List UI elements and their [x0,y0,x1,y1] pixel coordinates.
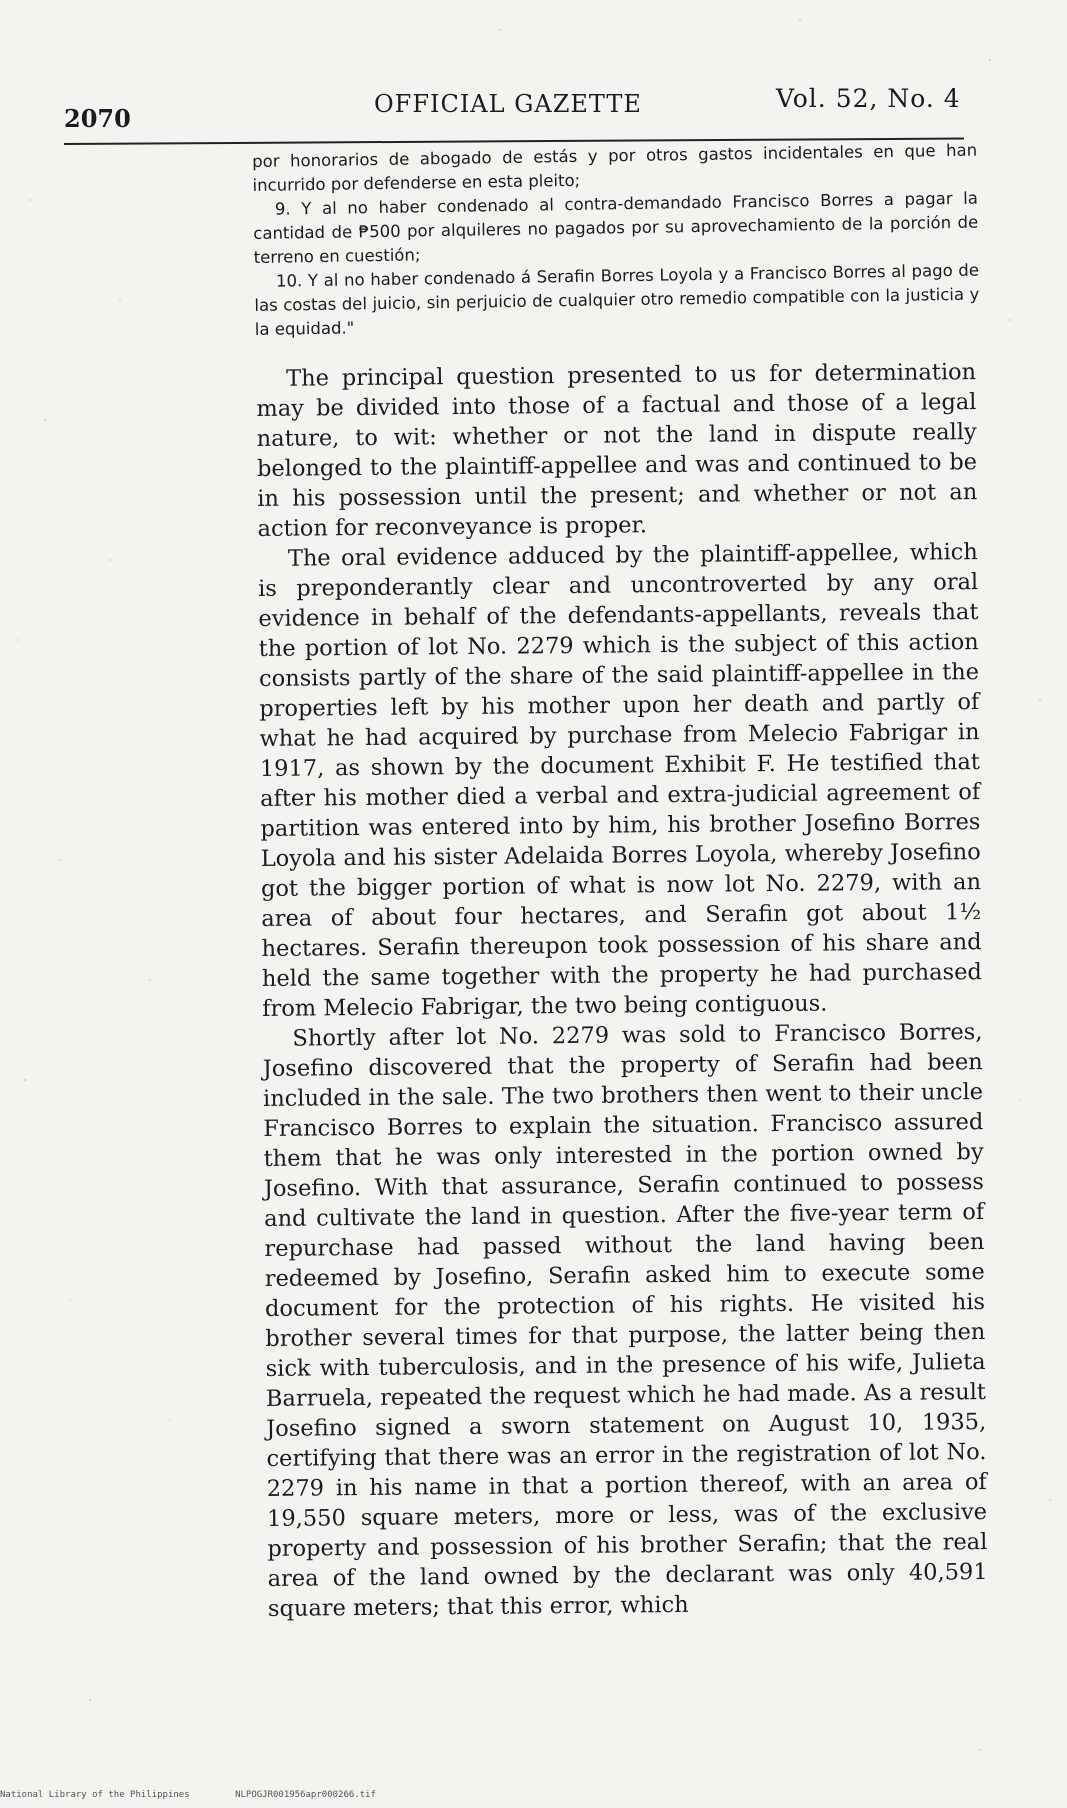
spanish-paragraph: 10. Y al no haber condenado á Serafin Borres Loyola y a Francisco Borres al pago de las costas del juicio, sin perjuicio de cualquier otro remedio compatible con la justicia y la equidad." [254,260,980,339]
body-paragraph: Shortly after lot No. 2279 was sold to Francisco Borres, Josefino discovered that the property of Serafin had been included in the sale. The two brothers then went to their uncle Francisco Borres to explain the situation. Francisco assured them that he was only interested in the portion owned by Josefino. With that assurance, Serafin continued to possess and cultivate the land in question. After the five-year term of repurchase had passed without the land having been redeemed by Josefino, Serafin asked him to execute some document for the protection of his rights. He visited his brother several times for that purpose, the latter being then sick with tuberculosis, and in the presence of his wife, Julieta Barruela, repeated the request which he had made. As a result Josefino signed a sworn statement on August 10, 1935, certifying that there was an error in the registration of lot No. 2279 in his name in that a portion thereof, with an area of 19,550 square meters, more or less, was of the exclusive property and possession of his brother Serafin; that the real area of the land owned by the declarant was only 40,591 square meters; that this error, which [262,1019,988,1622]
spanish-paragraph: por honorarios de abogado de estás y por otros gastos incidentales en que han incurrido por defenderse en esta pleito; [252,140,978,195]
spanish-paragraph: 9. Y al no haber condenado al contra-demandado Francisco Borres a pagar la cantidad de ₱500 por alquileres no pagados por su aprovechamiento de la porción de terreno en cuestión; [253,188,979,267]
body-paragraph: The principal question presented to us for determination may be divided into those of a factual and those of a legal nature, to wit: whether or not the land in dispute really belonged to the plaintiff-appellee and was and continued to be in his possession until the present; and whether or not an action for reconveyance is proper. [256,359,978,542]
page-header [64,84,964,133]
scan-footer [0,1790,376,1800]
scan-filename: NLPOGJR001956apr000266.tif [235,1790,376,1800]
volume-number: Vol. 52, No. 4 [776,84,961,113]
spanish-quotation-block [252,139,980,342]
publication-title: OFFICIAL GAZETTE [374,90,642,118]
page-number: 2070 [64,104,131,133]
library-credit: National Library of the Philippines [0,1790,190,1800]
decision-body [256,357,988,1624]
body-paragraph: The oral evidence adduced by the plaintiff-appellee, which is preponderantly clear and uncontroverted by any oral evidence in behalf of the defendants-appellants, reveals that the portion of lot No. 2279 which is the subject of this action consists partly of the share of the said plaintiff-appellee in the properties left by his mother upon her death and partly of what he had acquired by purchase from Melecio Fabrigar in 1917, as shown by the document Exhibit F. He testified that after his mother died a verbal and extra-judicial agreement of partition was entered into by him, his brother Josefino Borres Loyola and his sister Adelaida Borres Loyola, whereby Josefino got the bigger portion of what is now lot No. 2279, with an area of about four hectares, and Serafin got about 1½ hectares. Serafin thereupon took possession of his share and held the same together with the property he had purchased from Melecio Fabrigar, the two being contiguous. [258,539,982,1022]
